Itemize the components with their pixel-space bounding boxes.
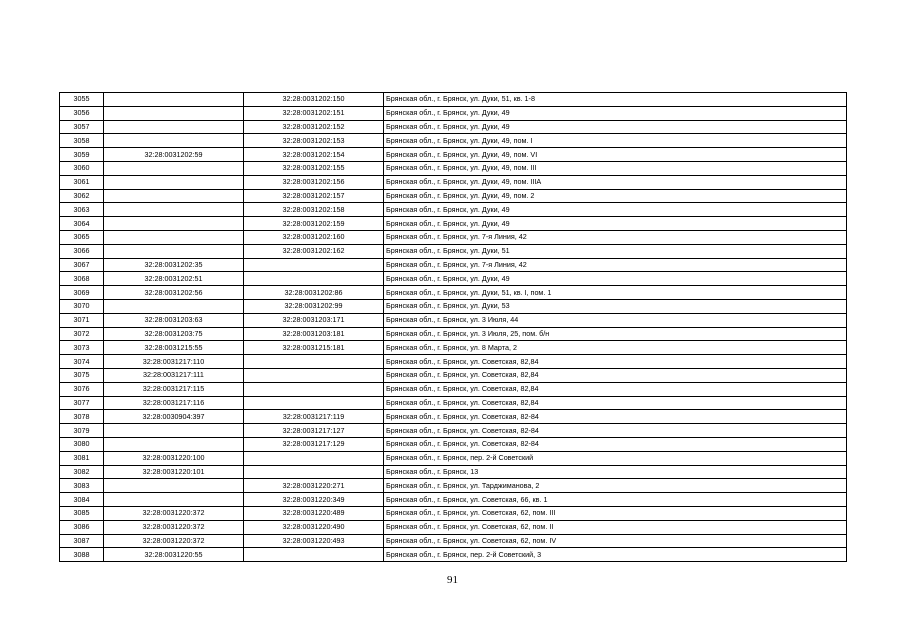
parcel-number-cell: [104, 93, 244, 107]
parcel-number-cell: [104, 437, 244, 451]
row-number-cell: 3083: [60, 479, 104, 493]
object-number-cell: 32:28:0031202:152: [244, 120, 384, 134]
address-cell: Брянская обл., г. Брянск, 13: [384, 465, 847, 479]
object-number-cell: 32:28:0031217:129: [244, 437, 384, 451]
table-row: [60, 189, 847, 203]
table-row: [60, 341, 847, 355]
row-number-cell: 3071: [60, 313, 104, 327]
object-number-cell: 32:28:0031215:181: [244, 341, 384, 355]
row-number-cell: 3087: [60, 534, 104, 548]
object-number-cell: [244, 355, 384, 369]
parcel-number-cell: [104, 203, 244, 217]
address-cell: Брянская обл., г. Брянск, ул. Советская, 82-84: [384, 410, 847, 424]
parcel-number-cell: [104, 493, 244, 507]
row-number-cell: 3055: [60, 93, 104, 107]
address-cell: Брянская обл., г. Брянск, ул. Тарджиманова, 2: [384, 479, 847, 493]
row-number-cell: 3085: [60, 506, 104, 520]
parcel-number-cell: 32:28:0031202:59: [104, 148, 244, 162]
object-number-cell: [244, 258, 384, 272]
table-row: [60, 493, 847, 507]
parcel-number-cell: 32:28:0031220:55: [104, 548, 244, 562]
object-number-cell: 32:28:0031202:154: [244, 148, 384, 162]
parcel-number-cell: 32:28:0031220:372: [104, 520, 244, 534]
row-number-cell: 3074: [60, 355, 104, 369]
row-number-cell: 3056: [60, 106, 104, 120]
object-number-cell: 32:28:0031202:158: [244, 203, 384, 217]
table-row: [60, 244, 847, 258]
address-cell: Брянская обл., г. Брянск, ул. Советская, 62, пом. IV: [384, 534, 847, 548]
parcel-number-cell: 32:28:0030904:397: [104, 410, 244, 424]
row-number-cell: 3088: [60, 548, 104, 562]
object-number-cell: [244, 548, 384, 562]
object-number-cell: 32:28:0031203:181: [244, 327, 384, 341]
object-number-cell: 32:28:0031202:162: [244, 244, 384, 258]
row-number-cell: 3081: [60, 451, 104, 465]
parcel-number-cell: [104, 479, 244, 493]
table-row: [60, 120, 847, 134]
parcel-number-cell: [104, 134, 244, 148]
table-row: [60, 272, 847, 286]
row-number-cell: 3075: [60, 368, 104, 382]
parcel-number-cell: [104, 175, 244, 189]
table-row: [60, 355, 847, 369]
address-cell: Брянская обл., г. Брянск, ул. Дуки, 49, пом. III: [384, 161, 847, 175]
row-number-cell: 3060: [60, 161, 104, 175]
parcel-number-cell: 32:28:0031217:116: [104, 396, 244, 410]
parcel-number-cell: [104, 244, 244, 258]
address-cell: Брянская обл., г. Брянск, ул. Советская, 66, кв. 1: [384, 493, 847, 507]
row-number-cell: 3068: [60, 272, 104, 286]
address-cell: Брянская обл., г. Брянск, ул. Советская, 82,84: [384, 396, 847, 410]
object-number-cell: [244, 272, 384, 286]
address-cell: Брянская обл., г. Брянск, ул. Дуки, 49: [384, 217, 847, 231]
table-row: [60, 93, 847, 107]
table-row: [60, 534, 847, 548]
row-number-cell: 3079: [60, 424, 104, 438]
address-cell: Брянская обл., г. Брянск, ул. Дуки, 53: [384, 299, 847, 313]
address-cell: Брянская обл., г. Брянск, ул. Советская, 82,84: [384, 355, 847, 369]
object-number-cell: 32:28:0031202:150: [244, 93, 384, 107]
object-number-cell: 32:28:0031220:489: [244, 506, 384, 520]
page-number: 91: [447, 574, 458, 586]
table-row: [60, 465, 847, 479]
parcel-number-cell: 32:28:0031220:100: [104, 451, 244, 465]
address-cell: Брянская обл., г. Брянск, ул. Советская, 82-84: [384, 424, 847, 438]
object-number-cell: 32:28:0031220:271: [244, 479, 384, 493]
table-row: [60, 161, 847, 175]
row-number-cell: 3066: [60, 244, 104, 258]
cadastral-table: [59, 92, 847, 562]
address-cell: Брянская обл., г. Брянск, пер. 2-й Советский: [384, 451, 847, 465]
address-cell: Брянская обл., г. Брянск, ул. Советская, 62, пом. II: [384, 520, 847, 534]
object-number-cell: [244, 451, 384, 465]
parcel-number-cell: 32:28:0031202:35: [104, 258, 244, 272]
object-number-cell: 32:28:0031202:157: [244, 189, 384, 203]
table-row: [60, 382, 847, 396]
address-cell: Брянская обл., г. Брянск, ул. Дуки, 49: [384, 120, 847, 134]
object-number-cell: 32:28:0031202:155: [244, 161, 384, 175]
table-row: [60, 479, 847, 493]
row-number-cell: 3069: [60, 286, 104, 300]
table-row: [60, 230, 847, 244]
address-cell: Брянская обл., г. Брянск, ул. Советская, 82-84: [384, 437, 847, 451]
table-row: [60, 368, 847, 382]
address-cell: Брянская обл., г. Брянск, ул. 3 Июля, 44: [384, 313, 847, 327]
address-cell: Брянская обл., г. Брянск, ул. Советская, 82,84: [384, 382, 847, 396]
table-row: [60, 327, 847, 341]
object-number-cell: [244, 465, 384, 479]
parcel-number-cell: 32:28:0031202:56: [104, 286, 244, 300]
row-number-cell: 3077: [60, 396, 104, 410]
row-number-cell: 3073: [60, 341, 104, 355]
parcel-number-cell: 32:28:0031220:372: [104, 506, 244, 520]
row-number-cell: 3080: [60, 437, 104, 451]
row-number-cell: 3082: [60, 465, 104, 479]
table-row: [60, 203, 847, 217]
table-row: [60, 299, 847, 313]
parcel-number-cell: [104, 217, 244, 231]
table-row: [60, 548, 847, 562]
row-number-cell: 3078: [60, 410, 104, 424]
row-number-cell: 3063: [60, 203, 104, 217]
parcel-number-cell: [104, 299, 244, 313]
object-number-cell: 32:28:0031202:151: [244, 106, 384, 120]
table-row: [60, 410, 847, 424]
table-row: [60, 286, 847, 300]
address-cell: Брянская обл., г. Брянск, ул. Дуки, 49: [384, 203, 847, 217]
row-number-cell: 3076: [60, 382, 104, 396]
address-cell: Брянская обл., г. Брянск, ул. 7-я Линия, 42: [384, 258, 847, 272]
parcel-number-cell: 32:28:0031217:110: [104, 355, 244, 369]
parcel-number-cell: 32:28:0031202:51: [104, 272, 244, 286]
address-cell: Брянская обл., г. Брянск, ул. 3 Июля, 25, пом. б/н: [384, 327, 847, 341]
parcel-number-cell: 32:28:0031217:115: [104, 382, 244, 396]
address-cell: Брянская обл., г. Брянск, ул. Советская, 62, пом. III: [384, 506, 847, 520]
table-row: [60, 134, 847, 148]
address-cell: Брянская обл., г. Брянск, ул. Дуки, 49, пом. I: [384, 134, 847, 148]
parcel-number-cell: [104, 189, 244, 203]
object-number-cell: 32:28:0031217:127: [244, 424, 384, 438]
table-row: [60, 313, 847, 327]
object-number-cell: [244, 382, 384, 396]
address-cell: Брянская обл., г. Брянск, пер. 2-й Советский, 3: [384, 548, 847, 562]
object-number-cell: 32:28:0031202:99: [244, 299, 384, 313]
table-row: [60, 396, 847, 410]
object-number-cell: 32:28:0031202:153: [244, 134, 384, 148]
object-number-cell: 32:28:0031203:171: [244, 313, 384, 327]
object-number-cell: 32:28:0031217:119: [244, 410, 384, 424]
table-row: [60, 424, 847, 438]
object-number-cell: 32:28:0031202:86: [244, 286, 384, 300]
row-number-cell: 3064: [60, 217, 104, 231]
parcel-number-cell: 32:28:0031215:55: [104, 341, 244, 355]
parcel-number-cell: [104, 106, 244, 120]
address-cell: Брянская обл., г. Брянск, ул. Советская, 82,84: [384, 368, 847, 382]
table-row: [60, 437, 847, 451]
table-row: [60, 106, 847, 120]
parcel-number-cell: 32:28:0031203:63: [104, 313, 244, 327]
table-row: [60, 451, 847, 465]
address-cell: Брянская обл., г. Брянск, ул. Дуки, 51: [384, 244, 847, 258]
row-number-cell: 3059: [60, 148, 104, 162]
table-row: [60, 258, 847, 272]
row-number-cell: 3070: [60, 299, 104, 313]
object-number-cell: 32:28:0031220:490: [244, 520, 384, 534]
row-number-cell: 3062: [60, 189, 104, 203]
row-number-cell: 3084: [60, 493, 104, 507]
row-number-cell: 3067: [60, 258, 104, 272]
parcel-number-cell: [104, 120, 244, 134]
parcel-number-cell: 32:28:0031220:101: [104, 465, 244, 479]
parcel-number-cell: 32:28:0031203:75: [104, 327, 244, 341]
table-row: [60, 175, 847, 189]
object-number-cell: 32:28:0031220:493: [244, 534, 384, 548]
address-cell: Брянская обл., г. Брянск, ул. 8 Марта, 2: [384, 341, 847, 355]
row-number-cell: 3086: [60, 520, 104, 534]
address-cell: Брянская обл., г. Брянск, ул. Дуки, 49: [384, 106, 847, 120]
row-number-cell: 3065: [60, 230, 104, 244]
address-cell: Брянская обл., г. Брянск, ул. Дуки, 49: [384, 272, 847, 286]
table-row: [60, 148, 847, 162]
row-number-cell: 3072: [60, 327, 104, 341]
row-number-cell: 3058: [60, 134, 104, 148]
table-row: [60, 217, 847, 231]
parcel-number-cell: [104, 424, 244, 438]
row-number-cell: 3057: [60, 120, 104, 134]
address-cell: Брянская обл., г. Брянск, ул. Дуки, 49, пом. 2: [384, 189, 847, 203]
parcel-number-cell: [104, 230, 244, 244]
object-number-cell: 32:28:0031220:349: [244, 493, 384, 507]
table-body: [60, 93, 847, 562]
address-cell: Брянская обл., г. Брянск, ул. 7-я Линия, 42: [384, 230, 847, 244]
parcel-number-cell: 32:28:0031217:111: [104, 368, 244, 382]
object-number-cell: [244, 368, 384, 382]
object-number-cell: 32:28:0031202:159: [244, 217, 384, 231]
parcel-number-cell: 32:28:0031220:372: [104, 534, 244, 548]
parcel-number-cell: [104, 161, 244, 175]
address-cell: Брянская обл., г. Брянск, ул. Дуки, 51, кв. I, пом. 1: [384, 286, 847, 300]
table-row: [60, 520, 847, 534]
address-cell: Брянская обл., г. Брянск, ул. Дуки, 49, пом. IIIA: [384, 175, 847, 189]
table-row: [60, 506, 847, 520]
address-cell: Брянская обл., г. Брянск, ул. Дуки, 51, кв. 1-8: [384, 93, 847, 107]
row-number-cell: 3061: [60, 175, 104, 189]
address-cell: Брянская обл., г. Брянск, ул. Дуки, 49, пом. VI: [384, 148, 847, 162]
object-number-cell: 32:28:0031202:156: [244, 175, 384, 189]
object-number-cell: 32:28:0031202:160: [244, 230, 384, 244]
object-number-cell: [244, 396, 384, 410]
